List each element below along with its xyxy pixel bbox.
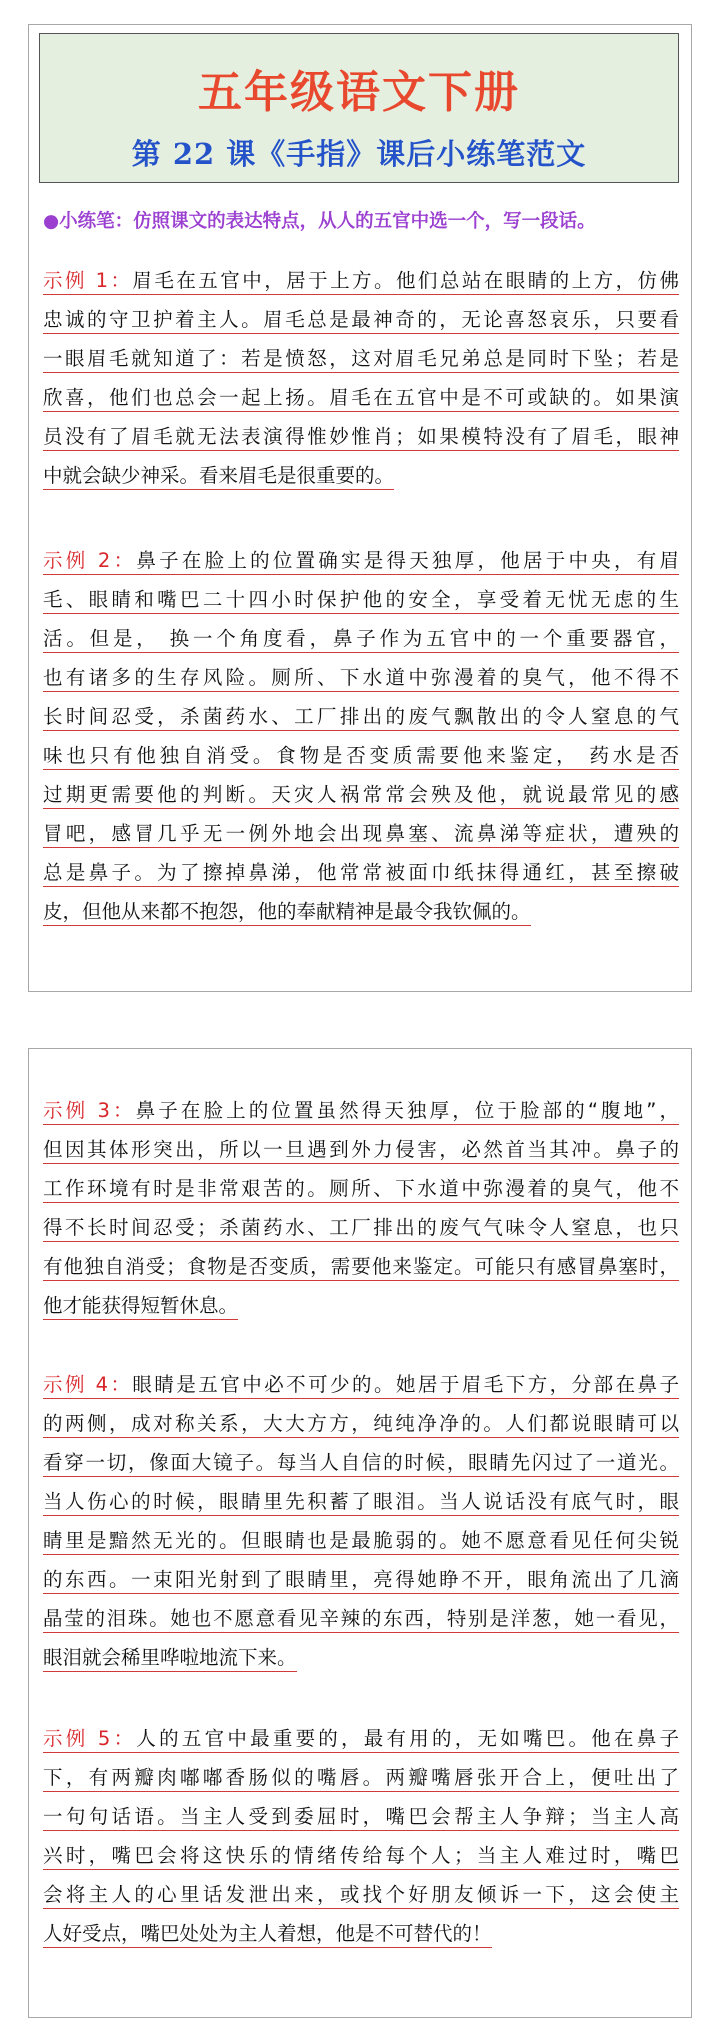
text-line: 也有诸多的生存风险。厕所、下水道中弥漫着的臭气，他不得不 (43, 666, 679, 692)
exercise-prompt: ●小练笔：仿照课文的表达特点，从人的五官中选一个，写一段话。 (43, 211, 596, 232)
text-line: 下，有两瓣肉嘟嘟香肠似的嘴唇。两瓣嘴唇张开合上，便吐出了 (43, 1766, 679, 1792)
text-line: 人的五官中最重要的，最有用的，无如嘴巴。他在鼻子 (136, 1727, 679, 1750)
text-line: 长时间忍受，杀菌药水、工厂排出的废气飘散出的令人窒息的气 (43, 705, 679, 731)
text-line: 一句句话语。当主人受到委屈时，嘴巴会帮主人争辩；当主人高 (43, 1805, 679, 1831)
text-line: 有他独自消受；食物是否变质，需要他来鉴定。可能只有感冒鼻塞时， (43, 1255, 679, 1281)
text-line: 欣喜，他们也总会一起上扬。眉毛在五官中是不可或缺的。如果演 (43, 386, 679, 412)
text-line: 忠诚的守卫护着主人。眉毛总是最神奇的，无论喜怒哀乐，只要看 (43, 308, 679, 334)
text-line: 兴时，嘴巴会将这快乐的情绪传给每个人；当主人难过时，嘴巴 (43, 1844, 679, 1870)
main-title: 五年级语文下册 (198, 67, 520, 118)
text-line: 人好受点，嘴巴处处为主人着想，他是不可替代的！ (43, 1922, 492, 1948)
title-banner (39, 33, 679, 183)
text-line: 晶莹的泪珠。她也不愿意看见辛辣的东西，特别是洋葱，她一看见， (43, 1607, 679, 1633)
text-line: 皮，但他从来都不抱怨，他的奉献精神是最令我钦佩的。 (43, 900, 531, 926)
text-line: 一眼眉毛就知道了：若是愤怒，这对眉毛兄弟总是同时下坠；若是 (43, 347, 679, 373)
text-line: 眉毛在五官中，居于上方。他们总站在眼睛的上方，仿佛 (132, 269, 679, 292)
example-label: 示例 4： (43, 1373, 133, 1396)
example-label: 示例 2： (43, 549, 137, 572)
example-label: 示例 5： (43, 1727, 137, 1750)
text-line: 毛、眼睛和嘴巴二十四小时保护他的安全，享受着无忧无虑的生 (43, 588, 679, 614)
text-line: 员没有了眉毛就无法表演得惟妙惟肖；如果模特没有了眉毛，眼神 (43, 425, 679, 451)
text-line: 鼻子在脸上的位置虽然得天独厚，位于脸部的“腹地”， (135, 1099, 679, 1122)
example-3 (43, 1093, 679, 1327)
text-line: 鼻子在脸上的位置确实是得天独厚，他居于中央，有眉 (136, 549, 679, 572)
text-line: 中就会缺少神采。看来眉毛是很重要的。 (43, 464, 394, 490)
example-4 (43, 1367, 679, 1679)
example-label: 示例 3： (43, 1099, 136, 1122)
example-5 (43, 1721, 679, 1955)
text-line: 但因其体形突出，所以一旦遇到外力侵害，必然首当其冲。鼻子的 (43, 1138, 679, 1164)
text-line: 味也只有他独自消受。食物是否变质需要他来鉴定， 药水是否 (43, 744, 679, 770)
text-line: 看穿一切，像面大镜子。每当人自信的时候，眼睛先闪过了一道光。 (43, 1451, 679, 1477)
text-line: 总是鼻子。为了擦掉鼻涕，他常常被面巾纸抹得通红，甚至擦破 (43, 861, 679, 887)
text-line: 冒吧，感冒几乎无一例外地会出现鼻塞、流鼻涕等症状，遭殃的 (43, 822, 679, 848)
text-line: 当人伤心的时候，眼睛里先积蓄了眼泪。当人说话没有底气时，眼 (43, 1490, 679, 1516)
example-label: 示例 1： (43, 269, 133, 292)
text-line: 他才能获得短暂休息。 (43, 1294, 238, 1320)
text-line: 得不长时间忍受；杀菌药水、工厂排出的废气气味令人窒息，也只 (43, 1216, 679, 1242)
text-line: 的两侧，成对称关系，大大方方，纯纯净净的。人们都说眼睛可以 (43, 1412, 679, 1438)
text-line: 睛里是黯然无光的。但眼睛也是最脆弱的。她不愿意看见任何尖锐 (43, 1529, 679, 1555)
text-line: 过期更需要他的判断。天灾人祸常常会殃及他，就说最常见的感 (43, 783, 679, 809)
text-line: 会将主人的心里话发泄出来，或找个好朋友倾诉一下，这会使主 (43, 1883, 679, 1909)
text-line: 工作环境有时是非常艰苦的。厕所、下水道中弥漫着的臭气，他不 (43, 1177, 679, 1203)
text-line: 活。但是， 换一个角度看，鼻子作为五官中的一个重要器官， (43, 627, 679, 653)
page-1 (28, 24, 692, 992)
page-2 (28, 1048, 692, 2018)
lesson-subtitle: 第 22 课《手指》课后小练笔范文 (131, 137, 587, 171)
example-1 (43, 263, 679, 497)
text-line: 眼睛是五官中必不可少的。她居于眉毛下方，分部在鼻子 (132, 1373, 679, 1396)
text-line: 眼泪就会稀里哗啦地流下来。 (43, 1646, 297, 1672)
text-line: 的东西。一束阳光射到了眼睛里，亮得她睁不开，眼角流出了几滴 (43, 1568, 679, 1594)
example-2 (43, 543, 679, 933)
